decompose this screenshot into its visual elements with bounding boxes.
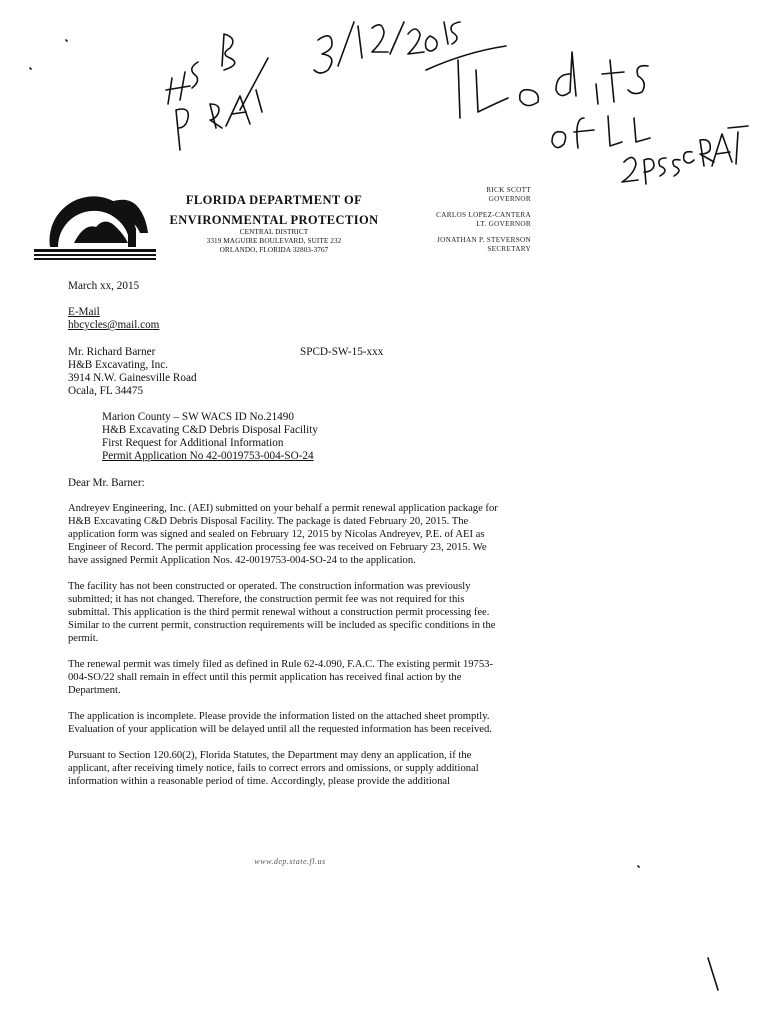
official-lt-governor (395, 211, 531, 228)
recipient-line: 3914 N.W. Gainesville Road (68, 372, 197, 384)
district-name: CENTRAL DISTRICT (239, 228, 309, 236)
body-paragraph: Andreyev Engineering, Inc. (AEI) submitted on your behalf a permit renewal application package for H&B Excavating C&D Debris Disposal Facility. The package is dated February 20, 2015. The application form was signed and sealed on February 12, 2015 by Nicolas Andreyev, P.E. of AEI as Engineer of Record. The permit application processing fee was received on February 23, 2015. We have assigned Permit Application Nos. 42-0019753-004-SO-24 to the application. (68, 503, 498, 566)
official-title: LT. GOVERNOR (476, 219, 531, 228)
recipient-line: H&B Excavating, Inc. (68, 359, 169, 371)
body-paragraph: The application is incomplete. Please provide the information listed on the attached sheet promptly. Evaluation of your application will be delayed until all the requested information has been received. (68, 711, 492, 735)
body-paragraph: The facility has not been constructed or operated. The construction information was previously submitted; it has not changed. Therefore, the construction permit fee was not required for this submittal. This application is the third permit renewal without a construction permit processing fee. Similar to the current permit, construction requirements will be included as specific conditions in the permit. (68, 581, 496, 644)
official-name: CARLOS LOPEZ-CANTERA (436, 211, 531, 220)
official-name: RICK SCOTT (486, 186, 531, 194)
salutation: Dear Mr. Barner: (68, 477, 145, 489)
official-title: GOVERNOR (488, 194, 531, 203)
subject-line: Marion County – SW WACS ID No.21490 (102, 411, 294, 423)
body-paragraph: Pursuant to Section 120.60(2), Florida Statutes, the Department may deny an application, if the applicant, after receiving timely notice, fails to correct errors and omissions, or supply additional information within a reasonable period of time. Accordingly, please provide the additional (68, 750, 479, 787)
dep-seal-logo (30, 183, 158, 261)
department-title-line2: ENVIRONMENTAL PROTECTION (169, 213, 379, 227)
reference-number: SPCD-SW-15-xxx (300, 346, 384, 358)
body-paragraph: The renewal permit was timely filed as defined in Rule 62-4.090, F.A.C. The existing permit 19753-004-SO/22 shall remain in effect until this permit application has received final action by the Department. (68, 659, 493, 696)
department-title-line1: FLORIDA DEPARTMENT OF (185, 193, 363, 207)
official-name: JONATHAN P. STEVERSON (437, 236, 531, 245)
delivery-block (68, 306, 159, 332)
recipient-line: Mr. Richard Barner (68, 346, 156, 358)
official-governor (395, 186, 531, 203)
department-address (150, 228, 398, 255)
officials-list (395, 186, 531, 262)
recipient-email-link[interactable]: hbcycles@mail.com (68, 319, 160, 331)
delivery-method: E-Mail (68, 306, 100, 318)
letter-date: March xx, 2015 (68, 280, 140, 292)
footer-url: www.dep.state.fl.us (254, 857, 326, 866)
subject-line: H&B Excavating C&D Debris Disposal Facility (102, 424, 318, 436)
subject-permit-line: Permit Application No 42-0019753-004-SO-24 (102, 450, 314, 462)
subject-line: First Request for Additional Information (102, 437, 284, 449)
letter-body (68, 502, 504, 801)
subject-block (102, 411, 318, 463)
address-line1: 3319 MAGUIRE BOULEVARD, SUITE 232 (206, 237, 342, 245)
recipient-address (68, 346, 197, 398)
department-title (150, 190, 398, 230)
recipient-line: Ocala, FL 34475 (68, 385, 144, 397)
address-line2: ORLANDO, FLORIDA 32803-3767 (219, 246, 329, 254)
official-secretary (395, 236, 531, 253)
official-title: SECRETARY (487, 244, 531, 253)
